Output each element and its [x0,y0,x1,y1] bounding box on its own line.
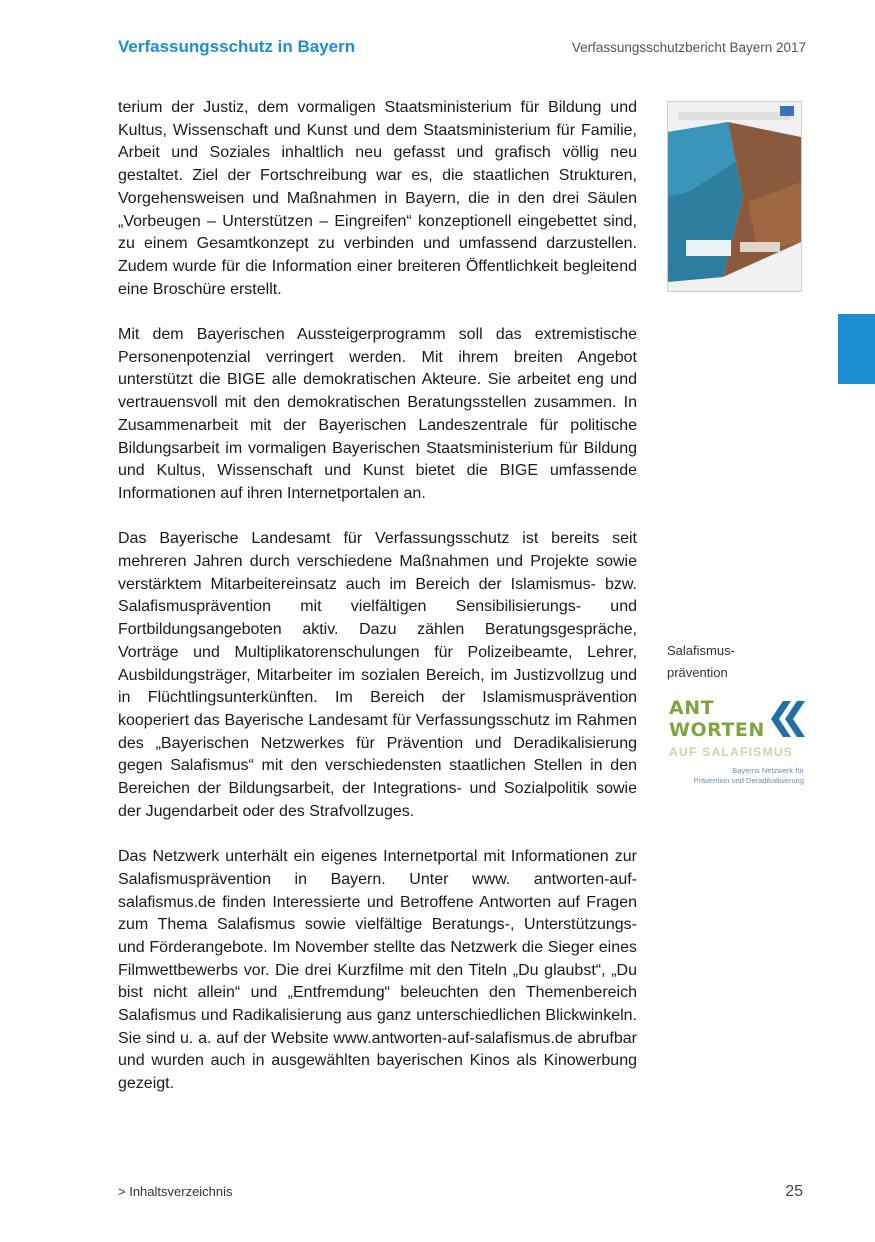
paragraph-3: Das Bayerische Landesamt für Verfassungsschutz ist bereits seit mehreren Jahren durch verschiedene Maßnahmen und Projekte sowie verstärktem Mitarbeitereinsatz auch im Bereich der Islamismus- bzw. Salafismusprävention mit vielfältigen Sensibilisierungs- und Fortbildungsangeboten aktiv. Dazu zählen Beratungsgespräche, Vorträge und Multiplikatorenschulungen für Polizeibeamte, Lehrer, Ausbildungsträger, Mitarbeiter im sozialen Bereich, im Justizvollzug und in Flüchtlingsunterkünften. Im Bereich der Islamismusprävention kooperiert das Bayerische Landesamt für Verfassungsschutz im Rahmen des „Bayerischen Netzwerkes für Prävention und Deradikalisierung gegen Salafismus“ mit den verschiedensten staatlichen Stellen in den Bereichen der Bildungsarbeit, der Integrations- und Sozialpolitik sowie der Jugendarbeit oder des Strafvollzuges. [118,530,637,820]
logo-line-2: WORTEN [669,719,765,741]
margin-note-line-1: Salafismus- [667,643,735,658]
chevron-left-icon [767,699,805,739]
paragraph-2: Mit dem Bayerischen Aussteigerprogramm soll das extremistische Personenpotenzial verringert werden. Mit ihrem breiten Angebot unterstützt die BIGE alle demokratischen Akteure. Sie arbeitet eng und vertrauensvoll mit den demokratischen Beratungsstellen zusammen. In Zusammenarbeit mit der Bayerischen Landeszentrale für politische Bildungsarbeit im vormaligen Bayerischen Staatsministerium für Bildung und Kultus, Wissenschaft und Kunst bietet die BIGE umfassende Informationen auf ihren Internetportalen an. [118,326,637,502]
logo-line-1: ANT [669,697,715,719]
logo-subtitle-1: Bayerns Netzwerk für [732,766,804,775]
margin-note-line-2: prävention [667,665,728,680]
paragraph-4: Das Netzwerk unterhält ein eigenes Internetportal mit Informationen zur Salafismusprävention in Bayern. Unter www. antworten-auf-salafismus.de finden Interessierte und Betroffene Antworten auf Fragen zum Thema Salafismus sowie vielfältige Beratungs-, Unterstützungs- und Förderangebote. Im November stellte das Netzwerk die Sieger eines Filmwettbewerbs vor. Die drei Kurzfilme mit den Titeln „Du glaubst“, „Du bist nicht allein“ und „Entfremdung“ beleuchten den Themenbereich Salafismus und Radikalisierung aus ganz unterschiedlichen Blickwinkeln. Sie sind u. a. auf der Website www.antworten-auf-salafismus.de abrufbar und wurden auch in ausgewählten bayerischen Kinos als Kinowerbung gezeigt. [118,848,637,1093]
logo-subtitle-2: Prävention und Deradikalisierung [693,776,804,785]
section-title: Verfassungsschutz in Bayern [118,37,356,56]
logo-subtitle [674,766,804,786]
paragraph-1: terium der Justiz, dem vormaligen Staatsministerium für Bildung und Kultus, Wissenschaft und Kunst und dem Staatsministerium für Familie, Arbeit und Soziales inhaltlich neu gefasst und grafisch völlig neu gestaltet. Ziel der Fortschreibung war es, die staatlichen Strukturen, Vorgehensweisen und Maßnahmen in Bayern, die in den drei Säulen „Vorbeugen – Unterstützen – Eingreifen“ konzeptionell eingebettet sind, zu einem Gesamtkonzept zu verbinden und umfassend darzustellen. Zudem wurde für die Information einer breiteren Öffentlichkeit begleitend eine Broschüre erstellt. [118,99,637,298]
table-of-contents-link[interactable]: > Inhaltsverzeichnis [118,1184,233,1199]
brochure-cover-image [667,101,802,292]
antworten-auf-salafismus-logo [667,697,807,797]
chapter-tab-marker [838,314,875,384]
report-title: Verfassungsschutzbericht Bayern 2017 [571,40,806,55]
page-number: 25 [785,1183,803,1200]
margin-note [667,640,735,684]
logo-line-3: AUF SALAFISMUS [669,745,794,759]
main-text [118,97,637,1119]
brochure-cover-graphic [668,102,801,291]
